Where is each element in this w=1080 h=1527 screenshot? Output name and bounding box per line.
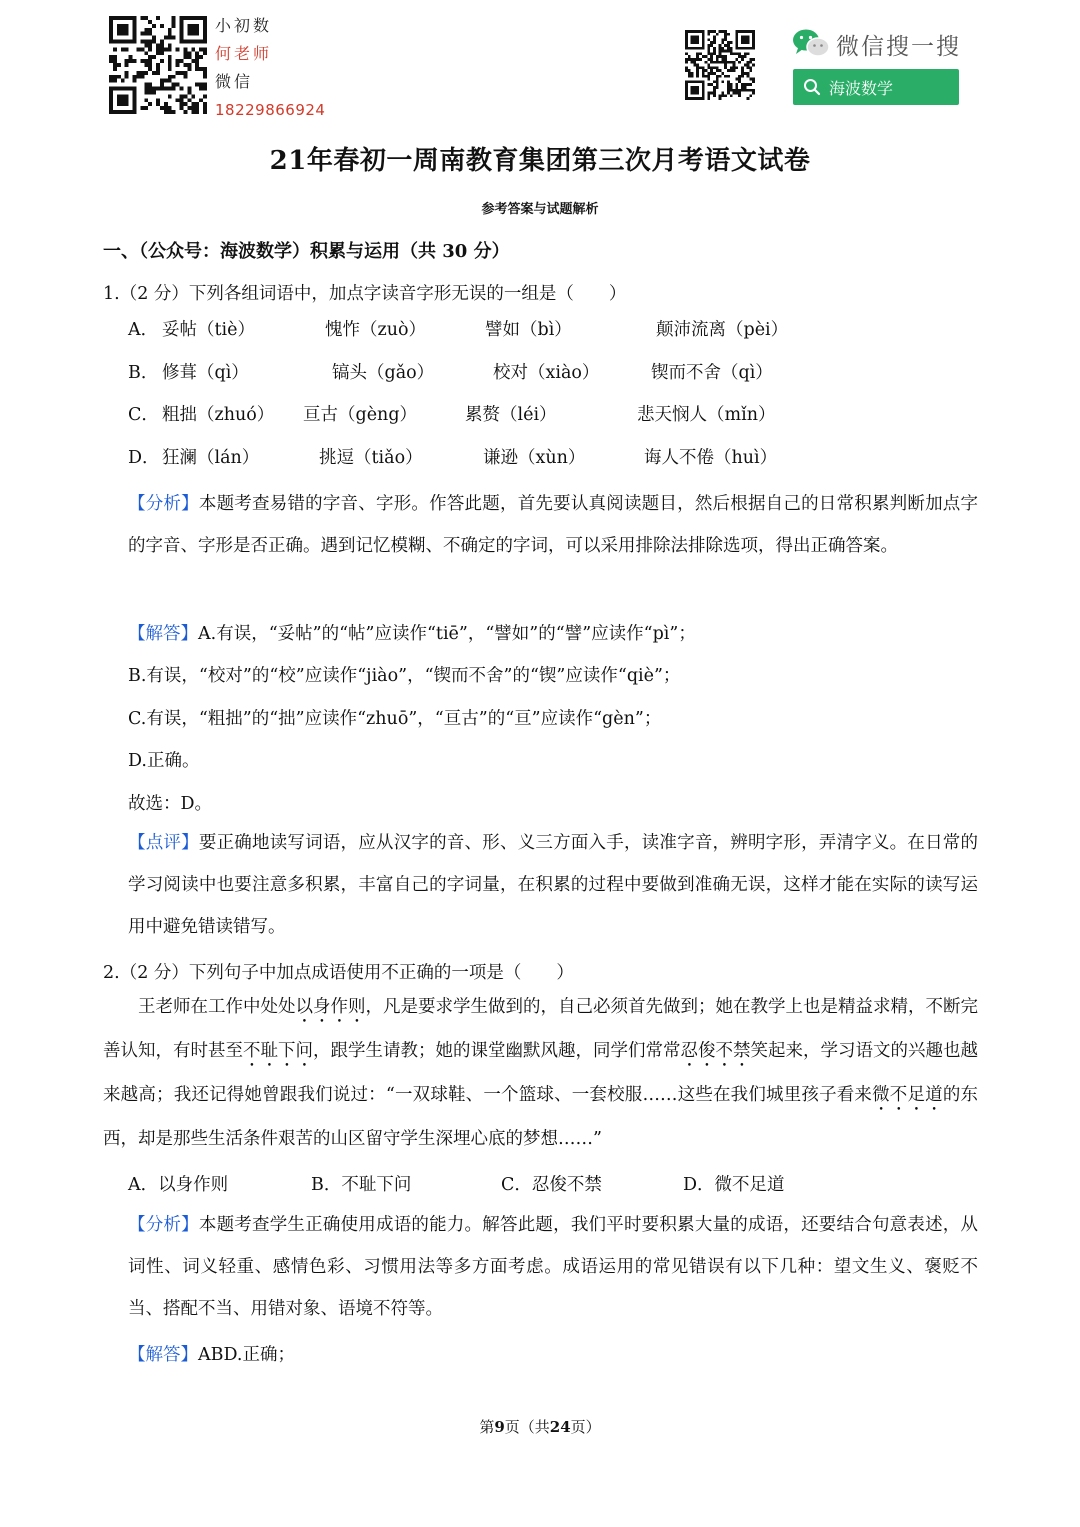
wechat-search-button-label: 海波数学 [829,78,894,98]
q2-answer-text: ABD.正确； [198,1345,295,1365]
q1-option-b-3: 校对（xiào） [493,363,600,383]
q1-option-c-4: 悲天悯人（mǐn） [637,405,776,425]
q1-answer-line-2: B.有误，“校对”的“校”应读作“jiào”，“锲而不舍”的“锲”应读作“qiè”； [128,666,681,686]
q1-answer-text-1: A.有误，“妥帖”的“帖”应读作“tiē”，“譬如”的“譬”应读作“pì”； [198,624,696,644]
q2-option-b: B．不耻下问 [311,1175,412,1195]
q2-passage-part: 王老师在工作中处处 [138,997,296,1017]
analysis-tag: 【分析】 [128,1215,199,1235]
q1-answer-line-5: 故选：D。 [128,794,213,814]
q1-option-a-letter: A． [128,320,159,340]
q1-option-d-2: 挑逗（tiǎo） [319,448,423,468]
q2-option-a: A．以身作则 [128,1175,229,1195]
q2-analysis [128,1204,978,1330]
contact-line-1: 小初数 [215,16,273,35]
page-footer [0,1416,1080,1437]
q1-option-a-2: 愧怍（zuò） [325,320,427,340]
q2-answer [128,1341,295,1366]
q1-answer-line-3: C.有误，“粗拙”的“拙”应读作“zhuō”，“亘古”的“亘”应读作“gèn”； [128,709,662,729]
q1-comment [128,822,978,948]
q1-option-c-3: 累赘（léi） [465,405,557,425]
search-icon [803,78,821,96]
q1-option-d-letter: D． [128,448,160,468]
q2-idiom-3: 忍俊不禁 [680,1041,751,1061]
teacher-contact [215,12,325,124]
q2-passage-part: 的东西，却是那些生活条件艰苦的山区留守学生深埋心底的梦想……” [103,1085,979,1149]
comment-tag: 【点评】 [128,833,199,853]
q1-option-c-2: 亘古（gèng） [303,405,418,425]
q1-option-b-2: 镐头（gǎo） [332,363,435,383]
q1-option-d-1: 狂澜（lán） [162,448,260,468]
page-title: 21年春初一周南教育集团第三次月考语文试卷 [269,146,811,176]
q1-answer-line-1 [128,620,696,645]
q1-answer-line-4: D.正确。 [128,751,200,771]
wechat-logo-icon [792,28,830,58]
q2-passage [103,985,978,1161]
footer-middle: 页（共 [504,1418,550,1436]
q2-analysis-text: 本题考查学生正确使用成语的能力。解答此题，我们平时要积累大量的成语，还要结合句意表述，从词性、词义轻重、感情色彩、习惯用法等多方面考虑。成语运用的常见错误有以下几种：望文生义、褒贬不当、搭配不当、用错对象、语境不符等。 [128,1215,979,1319]
total-pages: 24 [549,1418,571,1436]
q1-option-b-1: 修葺（qì） [162,363,249,383]
section-heading: 一、（公众号：海波数学）积累与运用（共 30 分） [103,241,510,262]
q1-analysis-text: 本题考查易错的字音、字形。作答此题，首先要认真阅读题目，然后根据自己的日常积累判断加点字的字音、字形是否正确。遇到记忆模糊、不确定的字词，可以采用排除法排除选项，得出正确答案。 [128,494,979,556]
q1-comment-text: 要正确地读写词语，应从汉字的音、形、义三方面入手，读准字音，辨明字形，弄清字义。在日常的学习阅读中也要注意多积累，丰富自己的字词量，在积累的过程中要做到准确无误，这样才能在实际的读写运用中避免错读错写。 [128,833,979,937]
qr-code-official-account [685,30,755,100]
q2-passage-part: ，跟学生请教；她的课堂幽默风趣，同学们常常 [313,1041,681,1061]
wechat-search-button[interactable] [793,69,959,105]
footer-prefix: 第 [479,1418,495,1436]
q2-idiom-1: 以身作则 [295,997,366,1017]
q1-option-c-letter: C． [128,405,159,425]
page-number: 9 [494,1418,505,1436]
analysis-tag: 【分析】 [128,494,199,514]
wechat-search-label: 微信搜一搜 [836,34,961,60]
q2-option-c: C．忍俊不禁 [501,1175,602,1195]
answer-tag: 【解答】 [128,624,198,644]
q2-idiom-2: 不耻下问 [243,1041,313,1061]
qr-code-teacher [109,16,207,114]
q2-passage-part: ，凡是要求学生做到的，自己必须首先做到；她在教学上也是精益求精，不断完善认知，有时甚至 [103,997,978,1061]
contact-line-2: 何老师 [215,44,273,63]
q2-idiom-4: 微不足道 [872,1085,943,1105]
q1-analysis [128,483,978,567]
q1-option-c-1: 粗拙（zhuó） [162,405,275,425]
q1-option-a-3: 譬如（bì） [485,320,572,340]
q2-passage-part: 笑起来，学习语文的兴趣也越来越高；我还记得她曾跟我们说过：“一双球鞋、一个篮球、一套校服……这些在我们城里孩子看来 [103,1041,978,1105]
q1-option-a-1: 妥帖（tiè） [162,320,255,340]
answer-tag: 【解答】 [128,1345,198,1365]
q1-option-d-4: 诲人不倦（huì） [644,448,778,468]
q2-stem: 2.（2 分）下列句子中加点成语使用不正确的一项是（ ） [103,963,574,983]
q1-option-a-4: 颠沛流离（pèi） [656,320,789,340]
q1-option-b-letter: B． [128,363,159,383]
q1-option-d-3: 谦逊（xùn） [483,448,586,468]
contact-phone: 18229866924 [215,101,326,119]
q1-stem: 1.（2 分）下列各组词语中，加点字读音字形无误的一组是（ ） [103,284,627,304]
q2-option-d: D．微不足道 [683,1175,785,1195]
page-subtitle: 参考答案与试题解析 [481,202,599,217]
footer-suffix: 页） [570,1418,601,1436]
q1-option-b-4: 锲而不舍（qì） [651,363,773,383]
contact-line-3: 微信 [215,72,254,91]
